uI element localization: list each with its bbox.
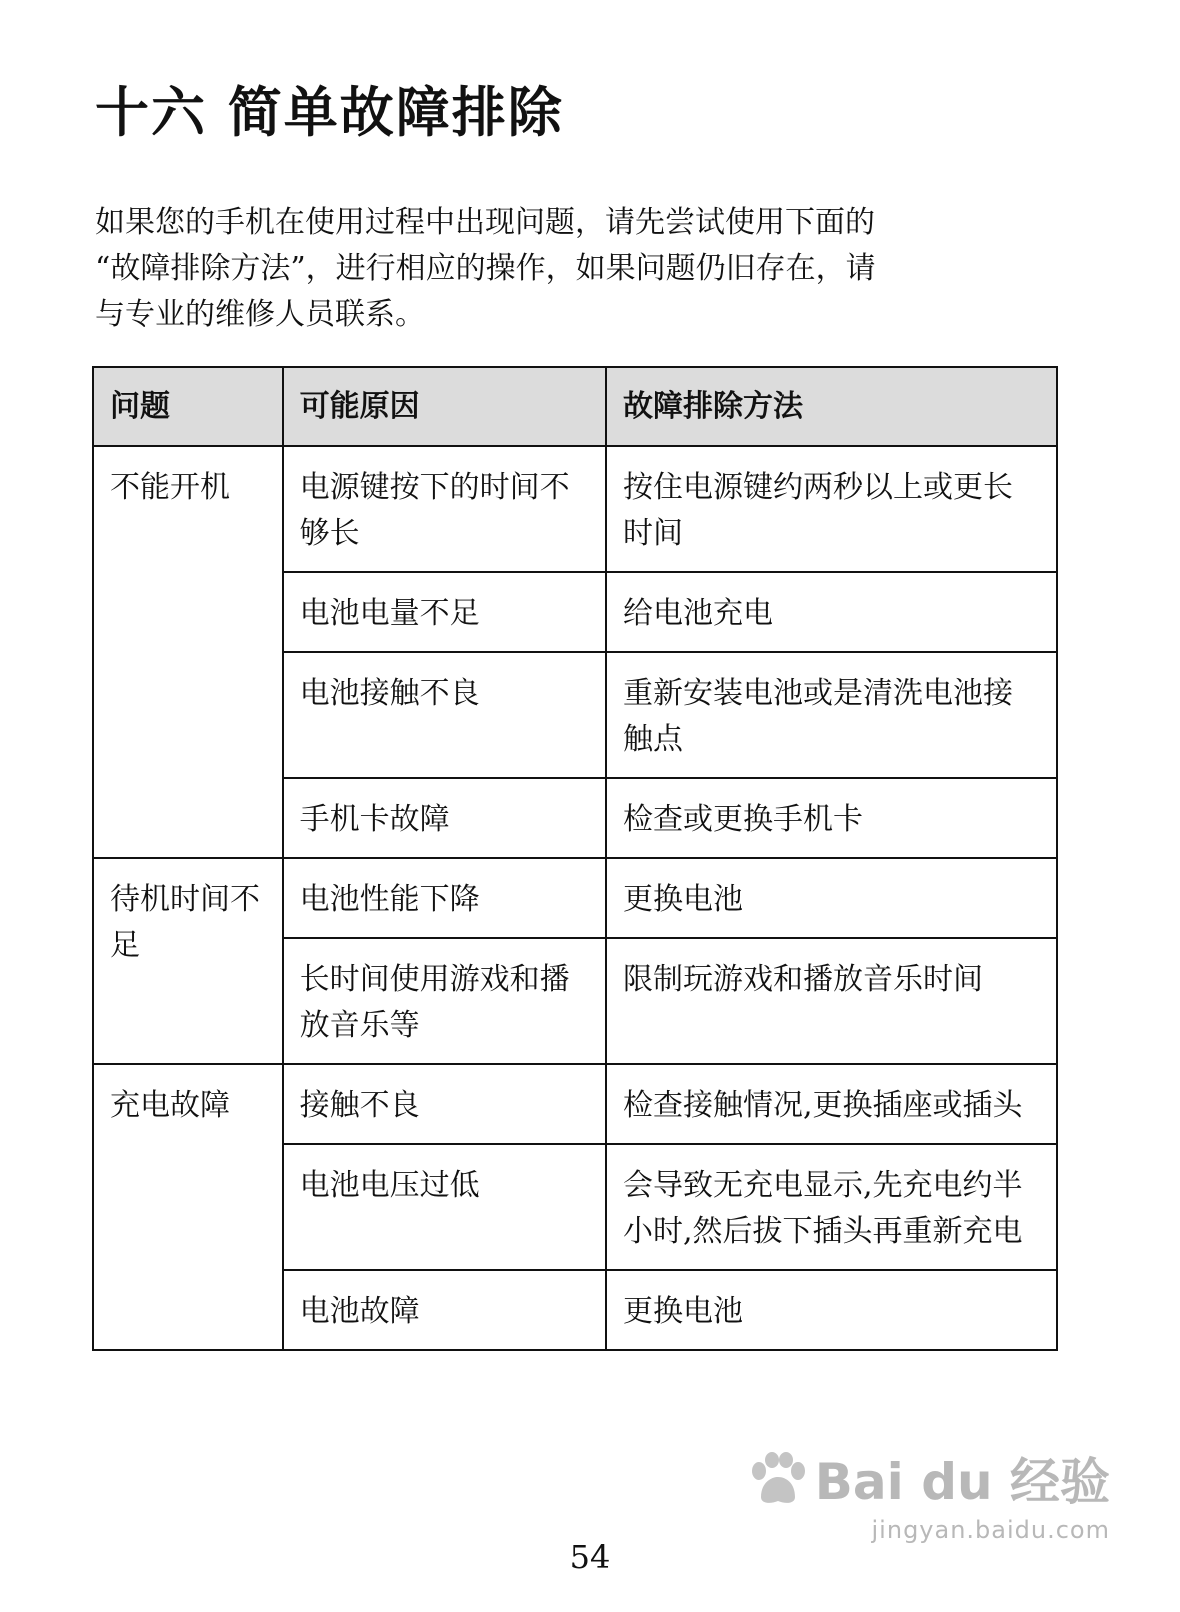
header-problem: 问题 xyxy=(93,367,283,446)
intro-line: 如果您的手机在使用过程中出现问题，请先尝试使用下面的 xyxy=(95,205,875,240)
table-row xyxy=(93,1064,1057,1144)
table-row xyxy=(93,446,1057,572)
cause-cell: 长时间使用游戏和播放音乐等 xyxy=(283,938,606,1064)
fix-cell: 更换电池 xyxy=(606,858,1057,938)
intro-line: “故障排除方法”，进行相应的操作，如果问题仍旧存在，请 xyxy=(95,251,876,286)
problem-cell: 不能开机 xyxy=(93,446,283,858)
cause-cell: 接触不良 xyxy=(283,1064,606,1144)
watermark-logo xyxy=(745,1442,1110,1514)
paw-icon xyxy=(745,1451,809,1505)
header-cause: 可能原因 xyxy=(283,367,606,446)
table-header-row xyxy=(93,367,1057,446)
cause-cell: 电池电量不足 xyxy=(283,572,606,652)
table-row xyxy=(93,858,1057,938)
cause-cell: 电源键按下的时间不够长 xyxy=(283,446,606,572)
intro-line: 与专业的维修人员联系。 xyxy=(95,297,425,332)
problem-cell: 充电故障 xyxy=(93,1064,283,1350)
problem-cell: 待机时间不足 xyxy=(93,858,283,1064)
cause-cell: 电池性能下降 xyxy=(283,858,606,938)
fix-cell: 检查接触情况,更换插座或插头 xyxy=(606,1064,1057,1144)
fix-cell: 重新安装电池或是清洗电池接触点 xyxy=(606,652,1057,778)
watermark-logo-text: Bai du 经验 xyxy=(814,1453,1110,1511)
fix-cell: 更换电池 xyxy=(606,1270,1057,1350)
header-fix: 故障排除方法 xyxy=(606,367,1057,446)
fix-cell: 会导致无充电显示,先充电约半小时,然后拔下插头再重新充电 xyxy=(606,1144,1057,1270)
cause-cell: 手机卡故障 xyxy=(283,778,606,858)
watermark-url: jingyan.baidu.com xyxy=(871,1516,1110,1544)
fix-cell: 检查或更换手机卡 xyxy=(606,778,1057,858)
intro-paragraph xyxy=(95,200,1045,338)
page-number: 54 xyxy=(569,1538,611,1576)
baidu-watermark xyxy=(745,1442,1110,1544)
fix-cell: 限制玩游戏和播放音乐时间 xyxy=(606,938,1057,1064)
cause-cell: 电池故障 xyxy=(283,1270,606,1350)
troubleshooting-table xyxy=(92,366,1058,1351)
fix-cell: 按住电源键约两秒以上或更长时间 xyxy=(606,446,1057,572)
fix-cell: 给电池充电 xyxy=(606,572,1057,652)
cause-cell: 电池电压过低 xyxy=(283,1144,606,1270)
cause-cell: 电池接触不良 xyxy=(283,652,606,778)
page-title: 十六 简单故障排除 xyxy=(95,81,564,144)
